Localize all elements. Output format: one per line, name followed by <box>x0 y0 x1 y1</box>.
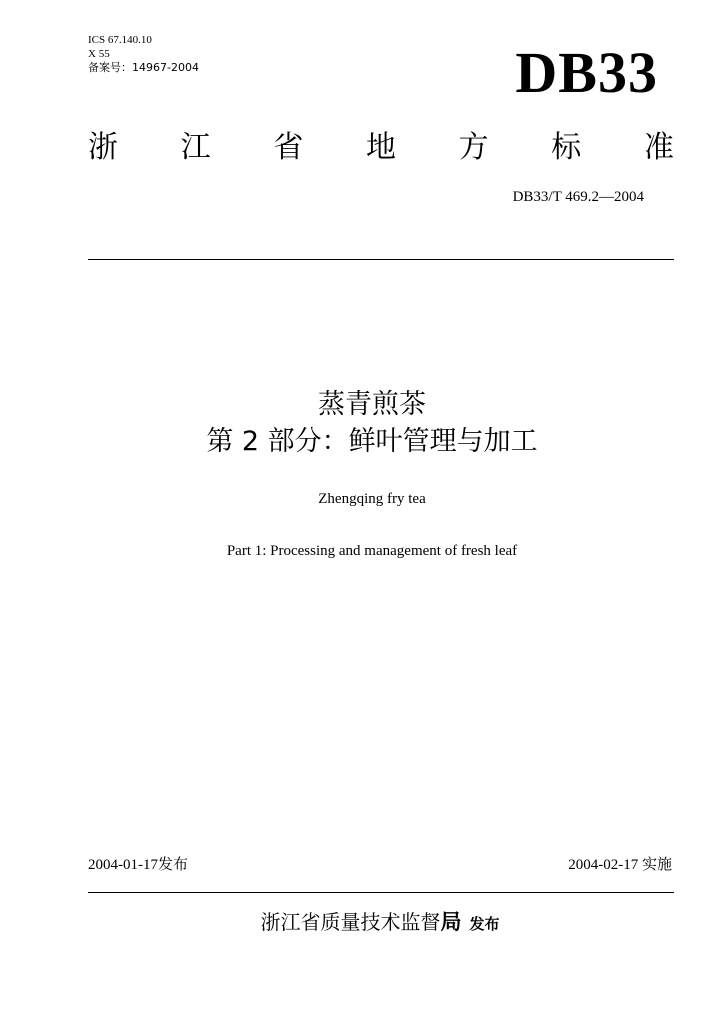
effective-label: 实施 <box>641 855 672 873</box>
issuer-org-last: 局 <box>440 910 462 934</box>
top-divider <box>88 259 674 260</box>
header-title-char: 标 <box>551 130 582 165</box>
standard-number: DB33/T 469.2—2004 <box>512 189 644 205</box>
issuer-publish-label: 发布 <box>469 915 500 933</box>
english-subtitle: Part 1: Processing and management of fresh leaf <box>226 543 518 559</box>
standard-code-logo: DB33 <box>515 40 658 105</box>
english-title: Zhengqing fry tea <box>318 491 426 507</box>
bottom-divider <box>88 892 674 893</box>
header-title-char: 方 <box>458 130 489 165</box>
header-title-char: 准 <box>643 130 674 165</box>
header-title-char: 江 <box>180 130 211 165</box>
effective-date: 2004-02-17 <box>568 857 639 873</box>
header-title <box>88 128 674 168</box>
header-title-char: 浙 <box>88 130 118 165</box>
document-metadata <box>88 33 199 75</box>
effective-date-block <box>568 853 672 874</box>
issue-date-block <box>88 853 188 874</box>
ics-code: ICS 67.140.10 <box>88 34 152 46</box>
issue-label: 发布 <box>158 855 189 873</box>
chinese-title: 蒸青煎茶 <box>318 389 426 420</box>
category-code: X 55 <box>88 48 110 60</box>
chinese-subtitle: 第 2 部分：鲜叶管理与加工 <box>206 426 538 457</box>
issuer-line <box>0 906 724 936</box>
issuer-org: 浙江省质量技术监督 <box>260 910 441 934</box>
header-title-char: 省 <box>273 130 304 165</box>
header-title-char: 地 <box>365 130 396 165</box>
issue-date: 2004-01-17 <box>88 857 158 873</box>
record-number: 备案号：14967-2004 <box>88 61 199 74</box>
